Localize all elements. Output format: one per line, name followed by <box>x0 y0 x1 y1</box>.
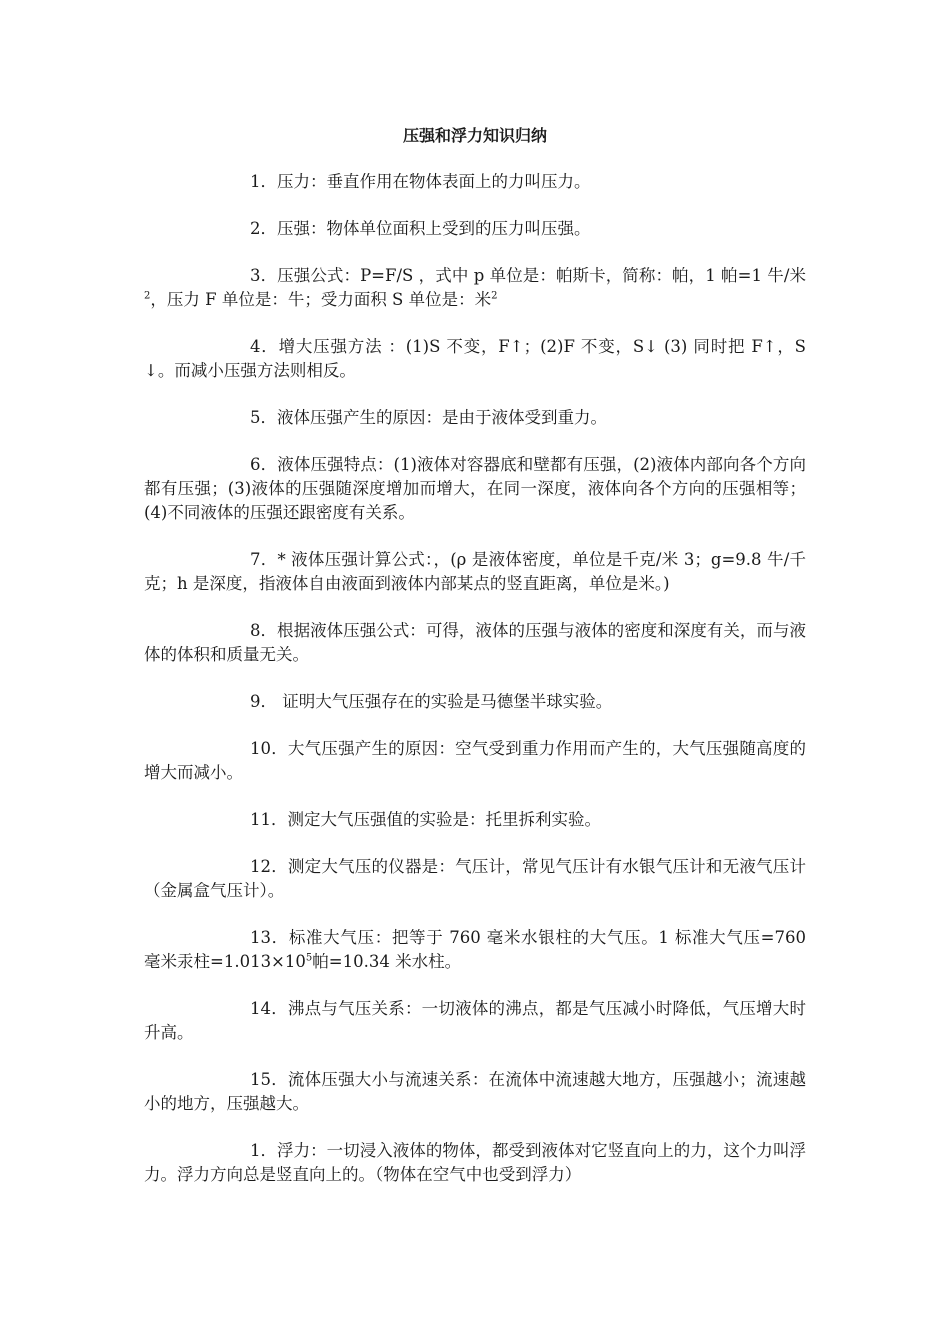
superscript-5: 5 <box>305 952 313 964</box>
paragraph-6: 6．液体压强特点：(1)液体对容器底和壁都有压强，(2)液体内部向各个方向都有压强；(3)液体的压强随深度增加而增大，在同一深度，液体向各个方向的压强相等；(4)不同液体的压强还跟密度有关系。 <box>144 455 806 522</box>
paragraph-11: 11．测定大气压强值的实验是：托里拆利实验。 <box>250 810 601 829</box>
document-title: 压强和浮力知识归纳 <box>402 126 547 145</box>
paragraph-8: 8．根据液体压强公式：可得，液体的压强与液体的密度和深度有关，而与液体的体积和质量无关。 <box>144 621 806 664</box>
superscript-2: 2 <box>144 290 151 302</box>
paragraph-15: 15．流体压强大小与流速关系：在流体中流速越大地方，压强越小；流速越小的地方，压强越大。 <box>144 1070 806 1113</box>
paragraph-12: 12．测定大气压的仪器是：气压计，常见气压计有水银气压计和无液气压计（金属盒气压计）。 <box>144 857 806 900</box>
paragraph-14: 14．沸点与气压关系：一切液体的沸点，都是气压减小时降低，气压增大时升高。 <box>144 999 806 1042</box>
paragraph-1: 1．压力：垂直作用在物体表面上的力叫压力。 <box>250 172 591 191</box>
paragraph-16: 1．浮力：一切浸入液体的物体，都受到液体对它竖直向上的力，这个力叫浮力。浮力方向总是竖直向上的。（物体在空气中也受到浮力） <box>144 1141 806 1184</box>
superscript-2b: 2 <box>491 290 498 302</box>
document-body <box>144 170 806 1210</box>
paragraph-10: 10．大气压强产生的原因：空气受到重力作用而产生的，大气压强随高度的增大而减小。 <box>144 739 806 782</box>
paragraph-4: 4．增大压强方法 ：(1)S 不变，F↑；(2)F 不变，S↓ (3) 同时把 F↑，S↓。而减小压强方法则相反。 <box>144 337 806 380</box>
paragraph-13: 13．标准大气压：把等于 760 毫米水银柱的大气压。1 标准大气压=760 毫米汞柱$=1.013\times 10^5$帕=10.34 米水柱。 <box>144 928 806 971</box>
paragraph-7: 7．* 液体压强计算公式：，(ρ 是液体密度，单位是千克/米 3；g=9.8 牛/千克；h 是深度，指液体自由液面到液体内部某点的竖直距离，单位是米。) <box>144 550 806 593</box>
paragraph-9: 9． 证明大气压强存在的实验是马德堡半球实验。 <box>250 692 613 711</box>
paragraph-5: 5．液体压强产生的原因：是由于液体受到重力。 <box>250 408 607 427</box>
paragraph-3: 3．压强公式：P=F/S ，式中 p 单位是：帕斯卡，简称：帕，1 帕=1 牛/米$^2$，压力 F 单位是：牛；受力面积 S 单位是：米$^2$ <box>144 266 806 309</box>
paragraph-2: 2．压强：物体单位面积上受到的压力叫压强。 <box>250 219 591 238</box>
